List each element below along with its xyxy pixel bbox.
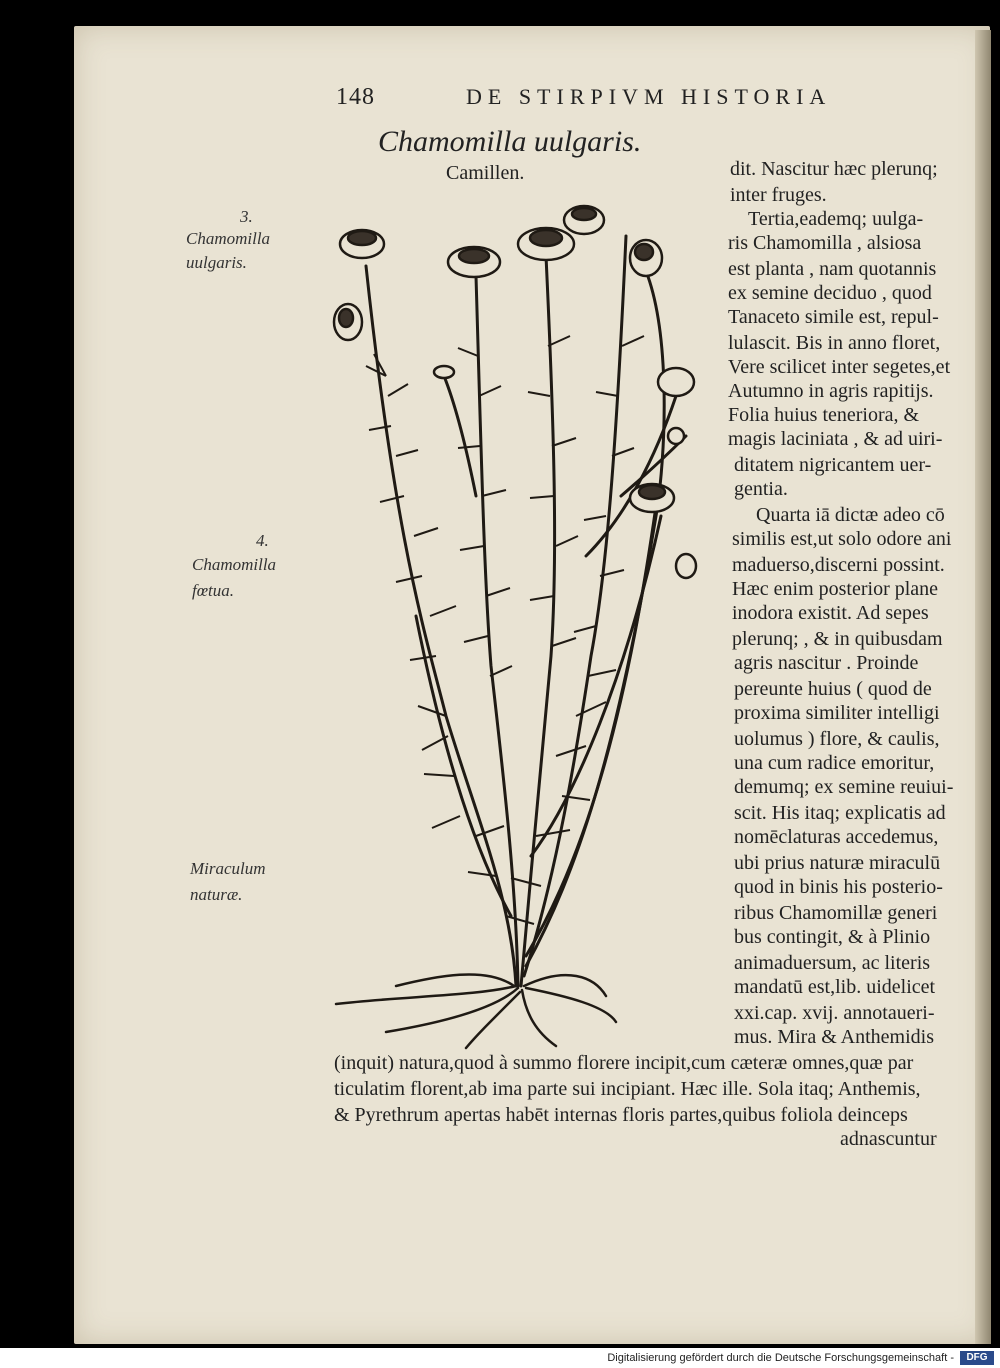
text-line: inter fruges. xyxy=(730,184,827,206)
text-line: mandatū est,lib. uidelicet xyxy=(734,976,936,998)
text-line: ditatem nigricantem uer- xyxy=(734,454,932,476)
text-line: Vere scilicet inter segetes,et xyxy=(728,356,951,378)
margin-note: fœtua. xyxy=(192,581,235,600)
text-line: Quarta iā dictæ adeo cō xyxy=(756,504,945,526)
text-line: scit. His itaq; explicatis ad xyxy=(734,802,946,824)
text-line: inodora existit. Ad sepes xyxy=(732,602,929,624)
text-line: maduerso,discerni possint. xyxy=(732,554,945,576)
margin-note: Miraculum xyxy=(190,859,266,878)
running-title: DE STIRPIVM HISTORIA xyxy=(466,84,832,109)
text-line: ubi prius naturæ miraculū xyxy=(734,852,941,874)
plant-subtitle: Camillen. xyxy=(446,162,525,184)
margin-note: Chamomilla xyxy=(186,229,271,248)
text-line: demumq; ex semine reuiui- xyxy=(734,776,954,798)
text-line: (inquit) natura,quod à summo florere incipit,cum cæteræ omnes,quæ par xyxy=(334,1052,914,1074)
text-line: ticulatim florent,ab ima parte sui incipiant. Hæc ille. Sola itaq; Anthemis, xyxy=(334,1078,921,1100)
text-line: agris nascitur . Proinde xyxy=(734,652,919,674)
text-line: xxi.cap. xvij. annotaueri- xyxy=(734,1002,935,1024)
text-line: est planta , nam quotannis xyxy=(728,258,937,280)
text-line: ris Chamomilla , alsiosa xyxy=(728,232,922,254)
margin-note-number: 3. xyxy=(240,207,253,226)
text-line: ribus Chamomillæ generi xyxy=(734,902,938,924)
text-line: una cum radice emoritur, xyxy=(734,752,935,774)
margin-note: Chamomilla xyxy=(192,555,277,574)
text-line: dit. Nascitur hæc plerunq; xyxy=(730,158,938,180)
text-line: plerunq; , & in quibusdam xyxy=(732,628,943,650)
text-line: uolumus ) flore, & caulis, xyxy=(734,728,940,750)
plant-title: Chamomilla uulgaris. xyxy=(378,125,642,158)
text-line: lulascit. Bis in anno floret, xyxy=(728,332,941,354)
text-line: & Pyrethrum apertas habēt internas floris partes,quibus foliola deinceps xyxy=(334,1104,908,1126)
text-line: quod in binis his posterio- xyxy=(734,876,943,898)
text-line: adnascuntur xyxy=(840,1128,937,1150)
text-line: similis est,ut solo odore ani xyxy=(732,528,952,550)
page-number: 148 xyxy=(336,84,375,110)
page-edge xyxy=(975,30,991,1344)
text-line: bus contingit, & à Plinio xyxy=(734,926,931,948)
text-line: gentia. xyxy=(734,478,788,500)
text-line: Tertia,eademq; uulga- xyxy=(748,208,924,230)
text-line: proxima similiter intelligi xyxy=(734,702,940,724)
margin-note-number: 4. xyxy=(256,531,269,550)
margin-note: uulgaris. xyxy=(186,253,247,272)
text-line: Tanaceto simile est, repul- xyxy=(728,306,939,328)
text-line: pereunte huius ( quod de xyxy=(734,678,932,700)
margin-note: naturæ. xyxy=(190,885,243,904)
text-line: Hæc enim posterior plane xyxy=(732,578,939,600)
text-line: animaduersum, ac literis xyxy=(734,952,931,974)
funding-notice: Digitalisierung gefördert durch die Deutsche Forschungsgemeinschaft - xyxy=(607,1352,954,1364)
text-line: nomēclaturas accedemus, xyxy=(734,826,939,848)
footer-bar xyxy=(0,1348,1000,1368)
dfg-logo-icon: DFG xyxy=(960,1351,994,1365)
text-line: mus. Mira & Anthemidis xyxy=(734,1026,934,1048)
chamomile-plant-illustration xyxy=(326,196,718,1054)
text-line: Autumno in agris rapitijs. xyxy=(728,380,934,402)
text-line: magis laciniata , & ad uiri- xyxy=(728,428,943,450)
text-line: Folia huius teneriora, & xyxy=(728,404,920,426)
text-line: ex semine deciduo , quod xyxy=(728,282,932,304)
